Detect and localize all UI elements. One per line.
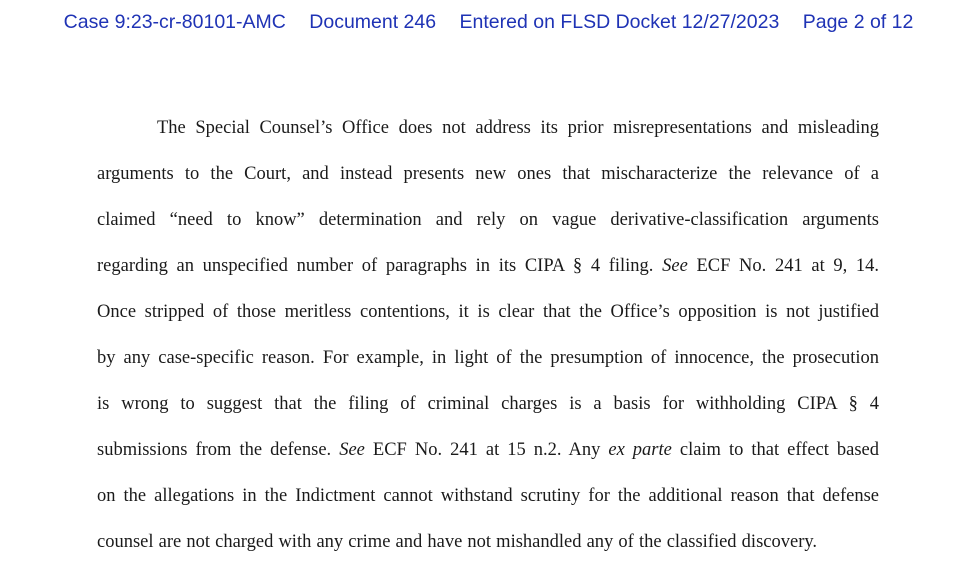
citation-signal-see: See bbox=[339, 440, 365, 460]
line-text: ECF No. 241 at 15 n.2. Any bbox=[372, 440, 601, 460]
paragraph-line: The Special Counsel’s Office does not address its prior misrepresentations and misleading bbox=[157, 118, 879, 138]
paragraph-line: Once stripped of those meritless contentions, it is clear that the Office’s opposition is not justified bbox=[97, 302, 879, 322]
line-text: regarding an unspecified number of paragraphs in its CIPA § 4 filing. bbox=[97, 256, 654, 276]
ex-parte-term: ex parte bbox=[608, 440, 672, 460]
docket-entry-date: Entered on FLSD Docket 12/27/2023 bbox=[459, 11, 780, 33]
document-number: Document 246 bbox=[309, 11, 437, 33]
paragraph-line: on the allegations in the Indictment cannot withstand scrutiny for the additional reason that defense bbox=[97, 486, 879, 506]
paragraph-line: is wrong to suggest that the filing of criminal charges is a basis for withholding CIPA § 4 bbox=[97, 394, 879, 414]
document-body bbox=[97, 105, 879, 565]
paragraph-line: arguments to the Court, and instead presents new ones that mischaracterize the relevance of a bbox=[97, 164, 879, 184]
page-number: Page 2 of 12 bbox=[802, 11, 914, 33]
line-text: submissions from the defense. bbox=[97, 440, 332, 460]
paragraph-line bbox=[97, 427, 879, 473]
line-text: claim to that effect based bbox=[679, 440, 880, 460]
paragraph-line: counsel are not charged with any crime and have not mishandled any of the classified discovery. bbox=[97, 532, 818, 552]
case-number: Case 9:23-cr-80101-AMC bbox=[63, 11, 286, 33]
paragraph-line bbox=[97, 243, 879, 289]
line-text: ECF No. 241 at 9, 14. bbox=[696, 256, 880, 276]
paragraph-line: by any case-specific reason. For example, in light of the presumption of innocence, the prosecution bbox=[97, 348, 879, 368]
citation-signal-see: See bbox=[662, 256, 688, 276]
paragraph-line: claimed “need to know” determination and rely on vague derivative-classification arguments bbox=[97, 210, 879, 230]
ecf-header bbox=[0, 11, 977, 34]
